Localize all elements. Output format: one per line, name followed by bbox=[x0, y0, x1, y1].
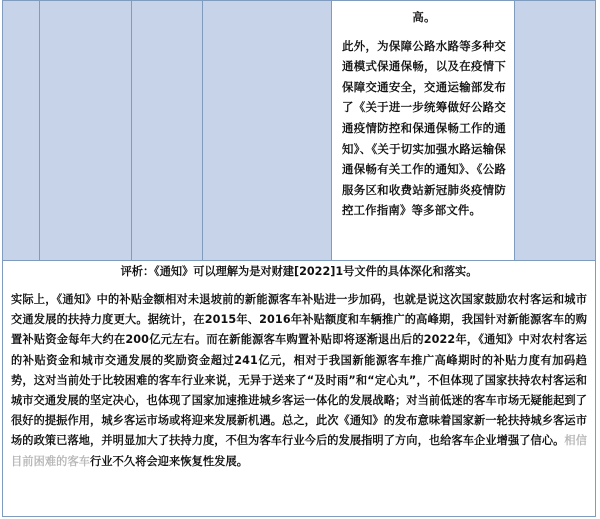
table-col-4 bbox=[203, 1, 332, 260]
body-text-faded: 相信目前困难的客车 bbox=[11, 434, 588, 468]
document-frame bbox=[2, 0, 596, 517]
policy-table bbox=[3, 1, 595, 260]
table-col-2 bbox=[40, 1, 132, 260]
body-text-main: 实际上，《通知》中的补贴金额相对未退坡前的新能源客车补贴进一步加码，也就是说这次国家鼓励农村客运和城市交通发展的扶持力度更大。据统计，在2015年、2016年补贴额度和车辆推广的高峰期，我国针对新能源客车的购置补贴资金每年大约在200亿元左右。而在新能源客车购置补贴即将逐渐退出后的2022年，《通知》中对农村客运的补贴资金和城市交通发展的奖励资金超过241亿元，相对于我国新能源客车推广高峰期时的补贴力度有加码趋势，这对当前处于比较困难的客车行业来说，无异于送来了“及时雨”和“定心丸”，不但体现了国家扶持农村客运和城市交通发展的坚定决心，也体现了国家加速推进城乡客运一体化的发展战略；对当前低迷的客车市场无疑能起到了很好的提振作用，城乡客运市场或将迎来发展新机遇。总之，此次《通知》的发布意味着国家新一轮扶持城乡客运市场的政策已落地，并明显加大了扶持力度，不但为客车行业今后的发展指明了方向，也给客车企业增强了信心。 bbox=[11, 293, 587, 448]
table-col-6 bbox=[515, 1, 595, 260]
body-paragraph bbox=[11, 290, 587, 472]
table-col-1 bbox=[3, 1, 40, 260]
body-text-end: 行业不久将会迎来恢复性发展。 bbox=[90, 454, 249, 468]
table-cell-line-1: 高。 bbox=[412, 10, 436, 24]
table-cell-content bbox=[332, 1, 515, 260]
comment-line: 评析：《通知》可以理解为是对财建[2022]1号文件的具体深化和落实。 bbox=[120, 265, 478, 278]
table-col-3 bbox=[132, 1, 203, 260]
table-divider bbox=[3, 260, 595, 261]
table-cell-line-2: 此外，为保障公路水路等多种交通模式保通保畅，以及在疫情下保障交通安全，交通运输部发布了《关于进一步统筹做好公路交通疫情防控和保通保畅工作的通知》、《关于切实加强水路运输保通保畅有关工作的通知》、《公路服务区和收费站新冠肺炎疫情防控工作指南》等多部文件。 bbox=[342, 38, 506, 218]
